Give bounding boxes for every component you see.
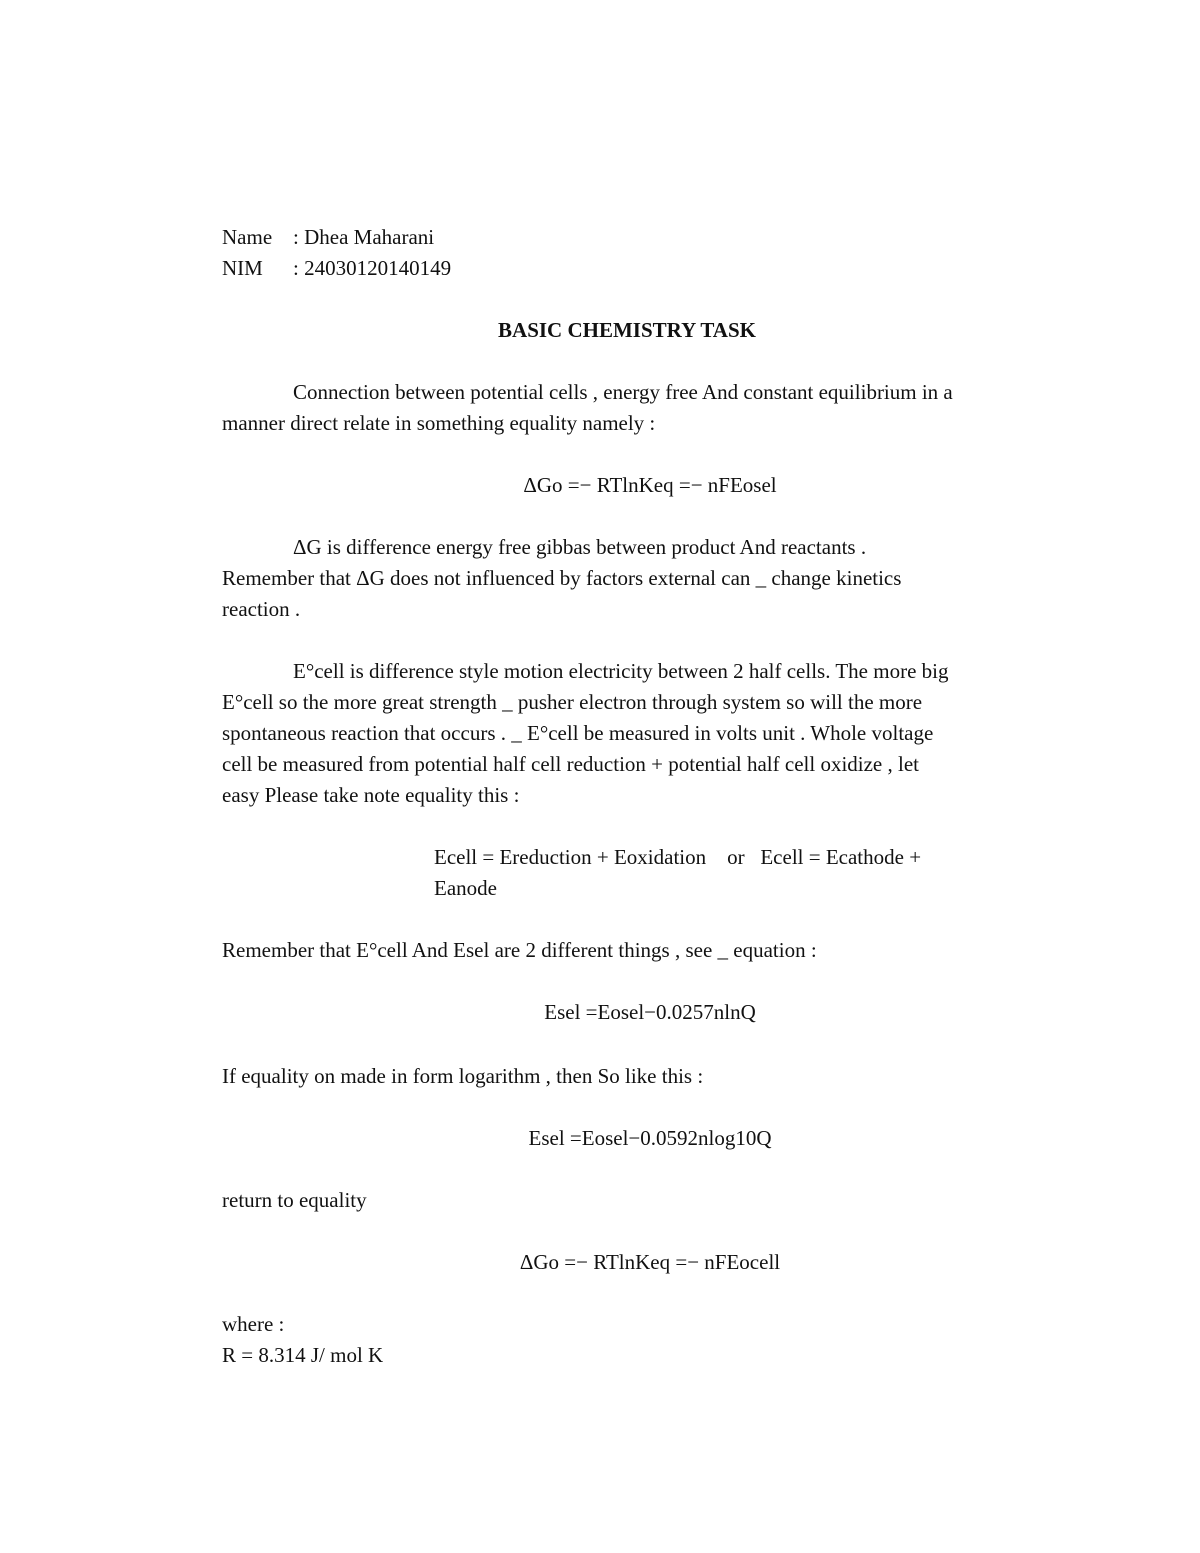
paragraph-1-line-2: manner direct relate in something equality namely :	[222, 411, 656, 435]
paragraph-2-line-2: Remember that ΔG does not influenced by factors external can _ change kinetics	[222, 566, 902, 590]
nim-value: : 24030120140149	[293, 256, 452, 280]
paragraph-1-line-1: Connection between potential cells , energy free And constant equilibrium in a	[293, 380, 953, 404]
paragraph-4: Remember that E°cell And Esel are 2 different things , see _ equation :	[222, 938, 817, 962]
nim-label: NIM	[222, 256, 263, 280]
paragraph-3-line-3: spontaneous reaction that occurs . _ E°cell be measured in volts unit . Whole voltage	[222, 721, 934, 745]
paragraph-3-line-5: easy Please take note equality this :	[222, 783, 520, 807]
equation-3: Esel =Eosel−0.0257nlnQ	[544, 1000, 756, 1024]
where-label: where :	[222, 1312, 285, 1336]
r-constant-value: R = 8.314 J/ mol K	[222, 1343, 384, 1367]
paragraph-3-line-4: cell be measured from potential half cell reduction + potential half cell oxidize , let	[222, 752, 919, 776]
paragraph-3-line-1: E°cell is difference style motion electricity between 2 half cells. The more big	[293, 659, 949, 683]
equation-5: ΔGo =− RTlnKeq =− nFEocell	[519, 1250, 781, 1274]
document-title: BASIC CHEMISTRY TASK	[498, 318, 756, 342]
equation-4: Esel =Eosel−0.0592nlog10Q	[528, 1126, 772, 1150]
equation-1: ΔGo =− RTlnKeq =− nFEosel	[523, 473, 777, 497]
name-label: Name	[222, 225, 273, 249]
paragraph-3-line-2: E°cell so the more great strength _ pusher electron through system so will the more	[222, 690, 923, 714]
paragraph-2-line-1: ΔG is difference energy free gibbas between product And reactants .	[293, 535, 867, 559]
name-value: : Dhea Maharani	[293, 225, 435, 249]
paragraph-6: return to equality	[222, 1188, 367, 1212]
equation-2-line-2: Eanode	[434, 876, 497, 900]
paragraph-5: If equality on made in form logarithm , then So like this :	[222, 1064, 704, 1088]
paragraph-2-line-3: reaction .	[222, 597, 301, 621]
equation-2-line-1: Ecell = Ereduction + Eoxidation or Ecell = Ecathode +	[434, 845, 922, 869]
